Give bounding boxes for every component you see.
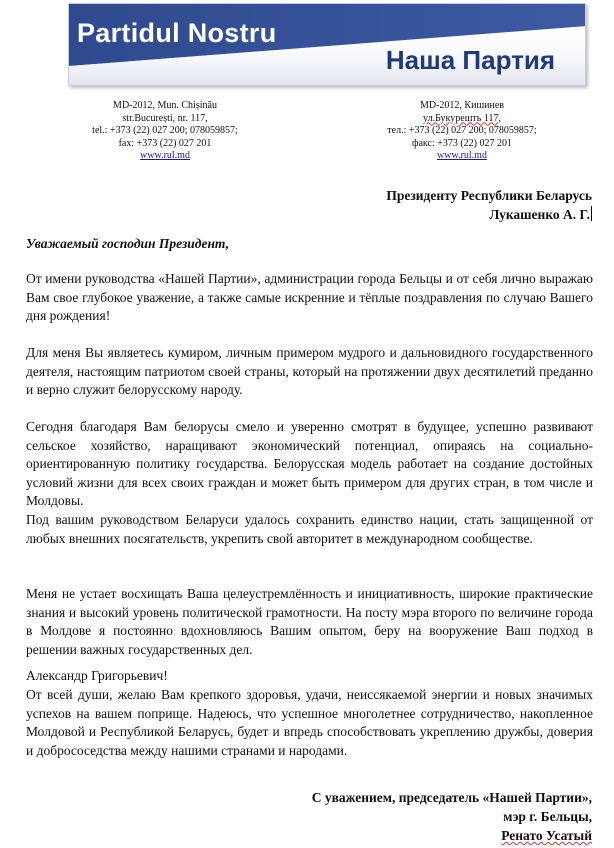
signature-line-2: мэр г. Бельцы, [503, 809, 592, 824]
address-ro-line-2: str.București, nr. 117, [122, 112, 208, 124]
closing-paragraph: От всей души, желаю Вам крепкого здоровья, удачи, неиссякаемой энергии и новых значимых успехов на вашем поприще. Надеюсь, что успешное многолетнее сотрудничество, накопленное Молдовой и Республикой Беларусь, будет и впредь способствовать укреплению дружбы, доверия и добрососедства между нашими странами и народами. [26, 687, 593, 758]
party-logo-banner [68, 3, 586, 86]
signature-block [312, 788, 592, 845]
text-cursor [591, 206, 592, 221]
address-ru-line-3: тел.: +373 (22) 027 200; 078059857; [387, 125, 537, 136]
address-ro-line-3: tel.: +373 (22) 027 200; 078059857; [92, 125, 238, 136]
address-russian [347, 100, 577, 163]
signature-name: Ренато Усатый [501, 828, 592, 843]
address-ro-line-1: MD-2012, Mun. Chișinău [113, 100, 217, 111]
address-ro-line-4: fax: +373 (22) 027 201 [118, 137, 212, 149]
address-ru-line-4: факс: +373 (22) 027 201 [411, 137, 513, 149]
address-romanian [50, 100, 280, 163]
paragraph-3: Сегодня благодаря Вам белорусы смело и уверенно смотрят в будущее, успешно развивают сельское хозяйство, наращивают экономический потенциал, опираясь на социально-ориентированную политику государства. Белорусская модель работает на создание достойных условий жизни для всех своих граждан и может быть примером для других стран, в том числе и Молдовы. [26, 419, 593, 509]
website-link-ru[interactable]: www.rul.md [437, 150, 487, 161]
paragraph-5: Меня не устает восхищать Ваша целеустремлённость и инициативность, широкие практические знания и высокий уровень политической грамотности. На посту мэра второго по величине города в Молдове я постоянно вдохновляюсь Вашим опытом, беру на вооружение Ваш подход в решении важных государственных дел. [26, 586, 593, 657]
addressee-name-line [386, 205, 592, 224]
logo-text-russian: Наша Партия [385, 45, 555, 75]
closing-address: Александр Григорьевич! [26, 668, 168, 683]
addressee-title: Президенту Республики Беларусь [386, 188, 592, 203]
paragraph-2: Для меня Вы являетесь кумиром, личным примером мудрого и дальновидного государственного деятеля, настоящим патриотом своей страны, который на протяжении двух десятилетий преданно и верно служит белорусскому народу. [26, 345, 593, 398]
logo-text-romanian: Partidul Nostru [77, 18, 277, 48]
addressee-name: Лукашенко А. Г. [489, 207, 590, 222]
signature-line-1: С уважением, председатель «Нашей Партии», [311, 790, 592, 805]
paragraph-1: От имени руководства «Нашей Партии», администрации города Бельцы и от себя лично выражаю Вам свое глубокое уважение, а также самые искренние и тёплые поздравления по случаю Вашего дня рождения! [26, 271, 593, 324]
addressee-block [386, 186, 592, 224]
greeting: Уважаемый господин Президент, [26, 236, 230, 251]
address-ru-line-2: ул.Букурешть 117, [423, 112, 501, 124]
address-ru-line-1: MD-2012, Кишинев [419, 100, 505, 111]
paragraph-4: Под вашим руководством Беларуси удалось сохранить единство нации, стать защищенной от любых внешних посягательств, укрепить свой авторитет в международном сообществе. [26, 512, 593, 546]
website-link-ro[interactable]: www.rul.md [140, 150, 190, 161]
